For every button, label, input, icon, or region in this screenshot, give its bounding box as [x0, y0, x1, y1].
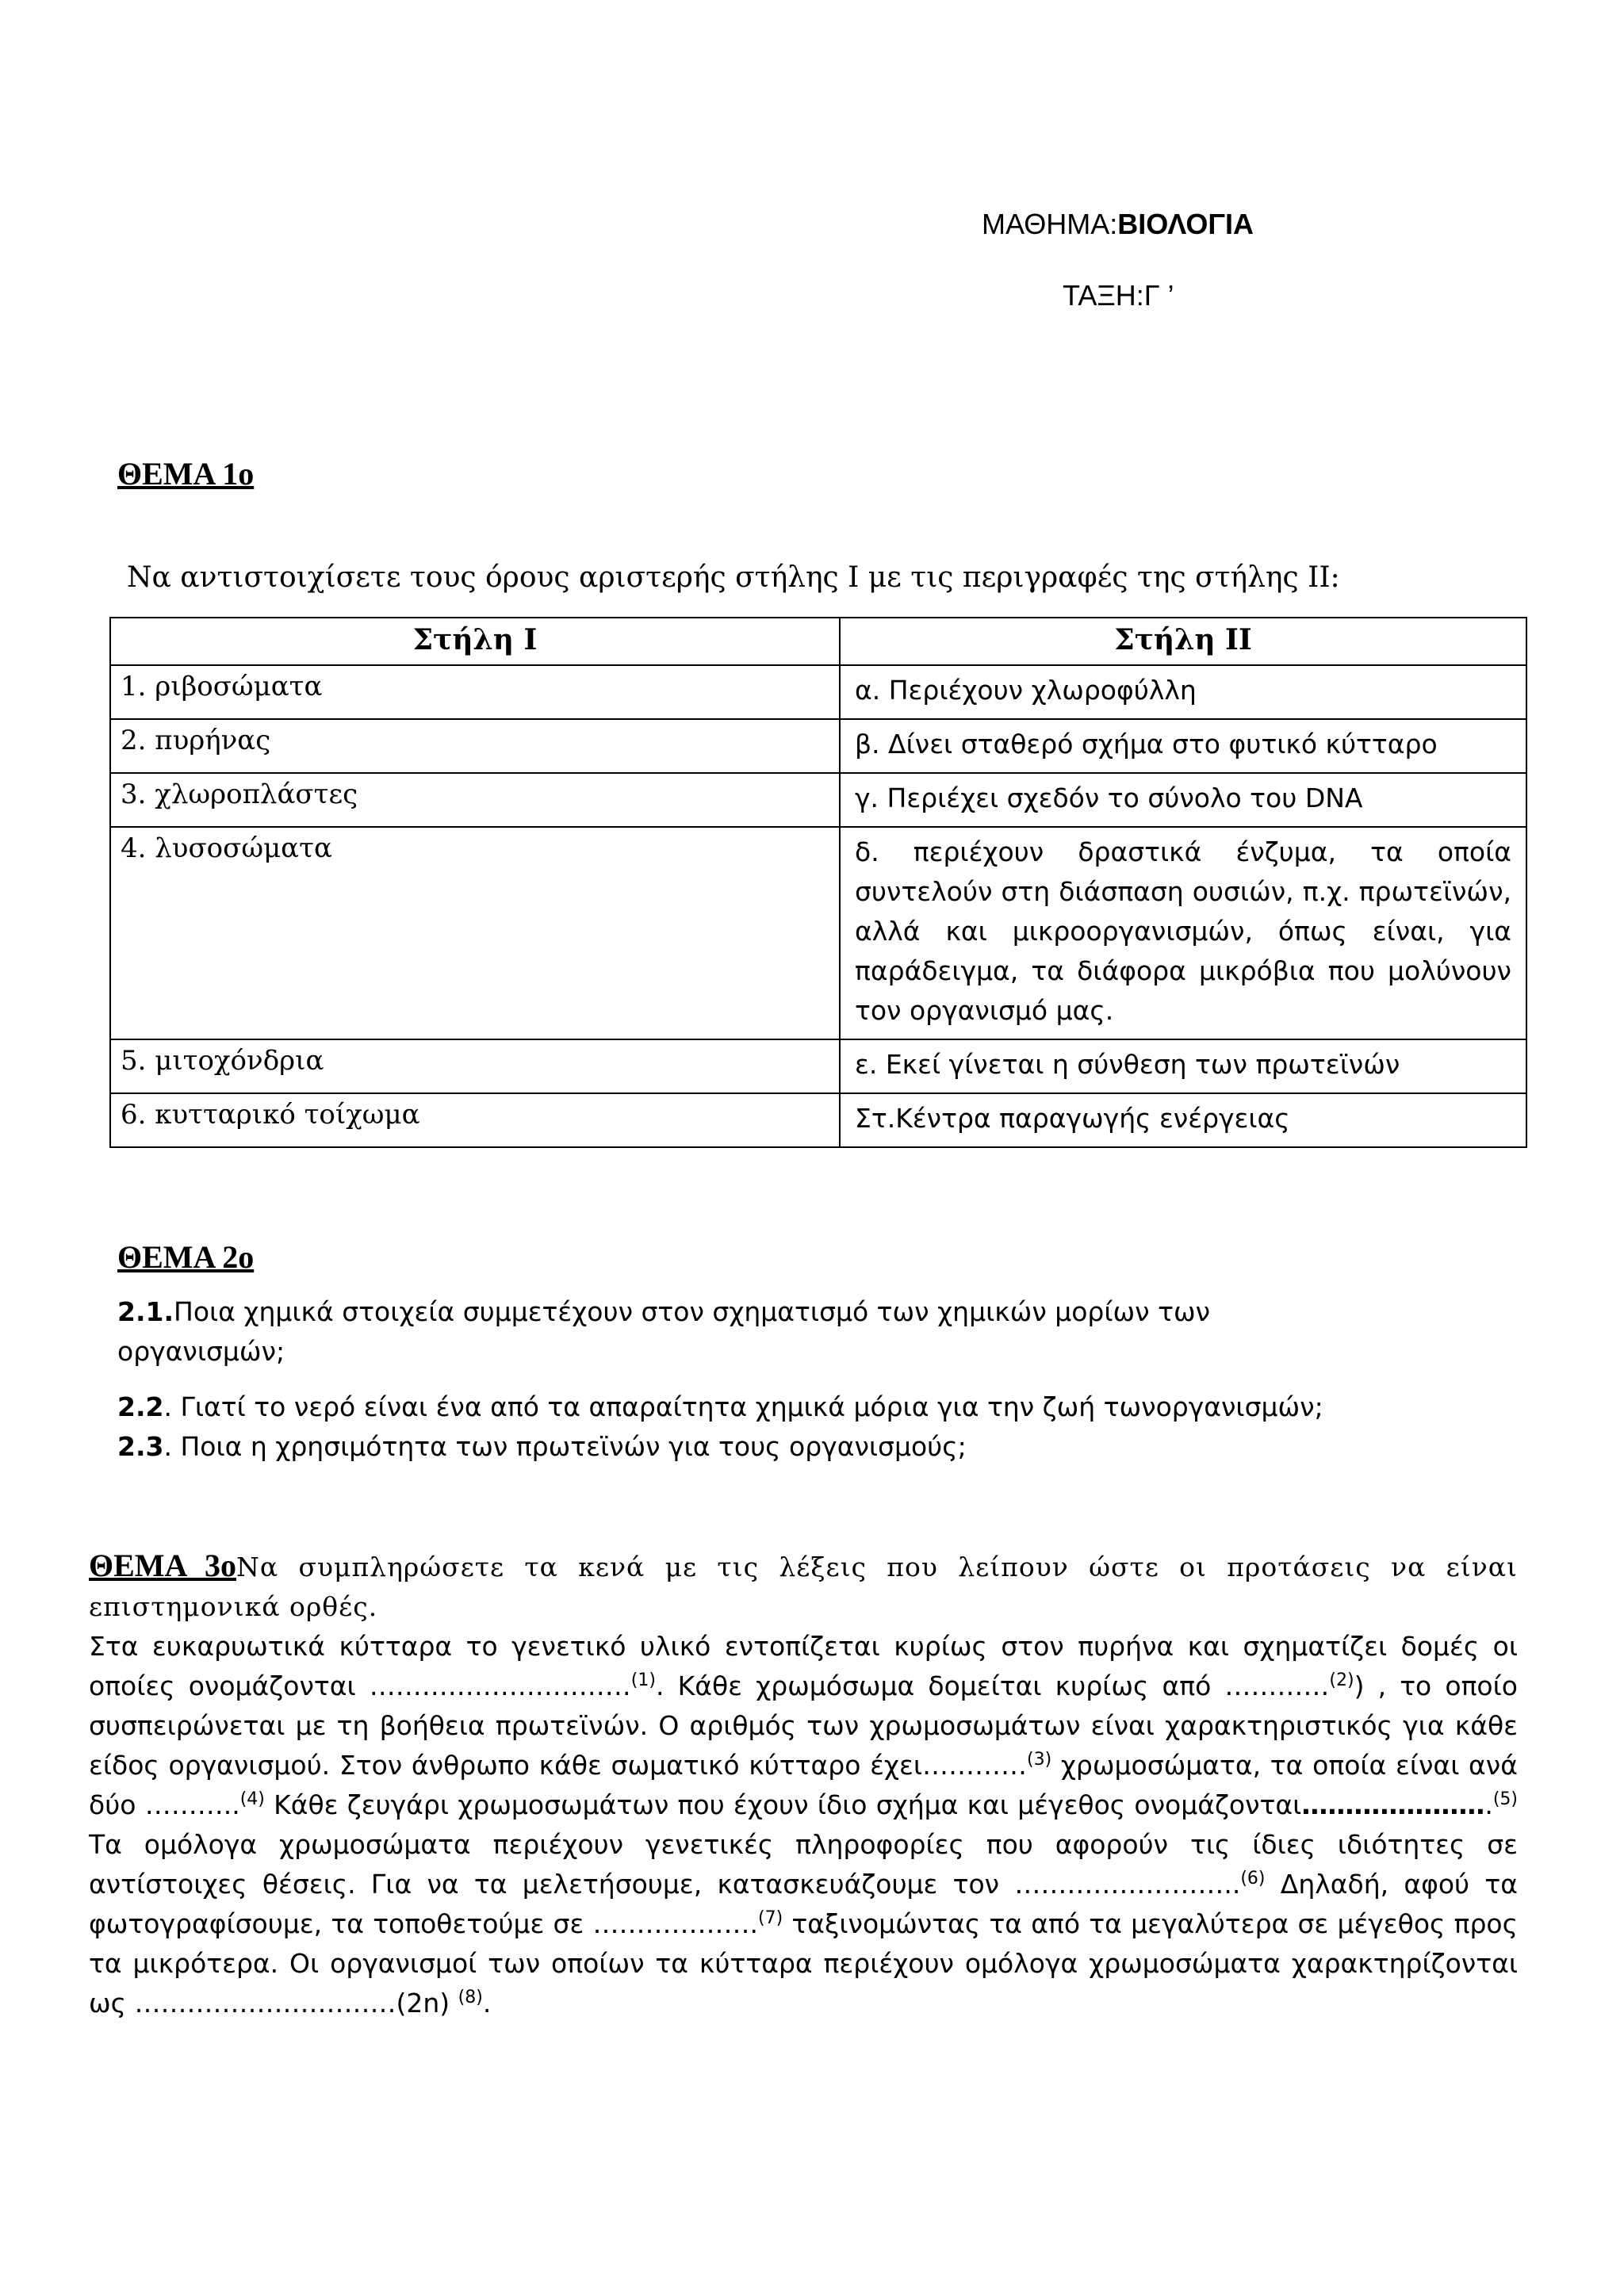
description-cell: γ. Περιέχει σχεδόν το σύνολο του DNA [840, 773, 1526, 827]
fill-text: Δηλαδή, αφού τα φωτογραφίσουμε, τα τοποθετούμε σε ………………. [89, 1869, 1519, 1939]
table-row [110, 1093, 1526, 1147]
fill-text: . [1484, 1789, 1493, 1820]
blank-marker: (7) [757, 1908, 783, 1928]
fill-text: ) , το οποίο συσπειρώνεται με τη βοήθεια πρωτεϊνών. Ο αριθμός των χρωμοσωμάτων είναι χαρακτηριστικός για κάθε είδος οργανισμού. Στον άνθρωπο κάθε σωματικό κύτταρο έχει………… [89, 1670, 1518, 1781]
question-2-2 [117, 1387, 1513, 1427]
column-1-header: Στήλη Ι [110, 618, 840, 665]
matching-table [109, 617, 1527, 1148]
term-cell: 5. μιτοχόνδρια [110, 1039, 840, 1093]
column-2-header: Στήλη ΙΙ [840, 618, 1526, 665]
blank-marker: (8) [458, 1988, 483, 2007]
table-row [110, 1039, 1526, 1093]
matching-table-header [110, 618, 1526, 665]
subject-value: ΒΙΟΛΟΓΙΑ [1117, 208, 1254, 240]
description-cell: ε. Εκεί γίνεται η σύνθεση των πρωτεϊνών [840, 1039, 1526, 1093]
thema3-block [89, 1546, 1518, 2023]
blank-marker: (2) [1329, 1670, 1354, 1690]
fill-blank: ………………… [1301, 1789, 1485, 1820]
thema1-title: ΘΕΜΑ 1ο [117, 456, 255, 492]
fill-text: . Κάθε χρωμόσωμα δομείται κυρίως από ………… [655, 1670, 1330, 1701]
blank-marker: (5) [1492, 1789, 1518, 1809]
subject-line [982, 208, 1254, 241]
thema3-instruction: Να συμπληρώσετε τα κενά με τις λέξεις που λείπουν ώστε οι προτάσεις να είναι επιστημονικά ορθές. [89, 1552, 1518, 1622]
thema3-title: ΘΕΜΑ 3ο [89, 1548, 237, 1583]
thema2-title: ΘΕΜΑ 2ο [117, 1239, 255, 1275]
question-number: 2.3 [117, 1431, 164, 1462]
question-2-3 [117, 1427, 1513, 1467]
blank-marker: (3) [1027, 1750, 1052, 1770]
question-text: . Γιατί το νερό είναι ένα από τα απαραίτητα χημικά μόρια για την ζωή τωνοργανισμών; [163, 1391, 1323, 1422]
question-text: Ποια χημικά στοιχεία συμμετέχουν στον σχηματισμό των χημικών μορίων των οργανισμών; [117, 1296, 1211, 1367]
fill-text: χρωμοσώματα, τα οποία είναι ανά δύο ……….. [89, 1750, 1518, 1820]
fill-text: Στα ευκαρυωτικά κύτταρα το γενετικό υλικό εντοπίζεται κυρίως στον πυρήνα και σχηματίζει δομές οι οποίες ονομάζονται ………………………… [89, 1631, 1518, 1701]
term-cell: 2. πυρήνας [110, 719, 840, 773]
table-row [110, 773, 1526, 827]
class-line: ΤΑΞΗ:Γ ’ [1063, 279, 1174, 312]
description-cell: δ. περιέχουν δραστικά ένζυμα, τα οποία συντελούν στη διάσπαση ουσιών, π.χ. πρωτεϊνών, αλλά και μικροοργανισμών, όπως είναι, για παράδειγμα, τα διάφορα μικρόβια που μολύνουν τον οργανισμό μας. [840, 827, 1526, 1039]
table-row [110, 827, 1526, 1039]
fill-text: Τα ομόλογα χρωμοσώματα περιέχουν γενετικές πληροφορίες που αφορούν τις ίδιες ιδιότητες σε αντίστοιχες θέσεις. Για να τα μελετήσουμε, κατασκευάζουμε τον …………………….. [89, 1829, 1518, 1900]
term-cell: 4. λυσοσώματα [110, 827, 840, 1039]
term-cell: 3. χλωροπλάστες [110, 773, 840, 827]
table-row [110, 719, 1526, 773]
table-row [110, 665, 1526, 719]
term-cell: 6. κυτταρικό τοίχωμα [110, 1093, 840, 1147]
description-cell: Στ.Κέντρα παραγωγής ενέργειας [840, 1093, 1526, 1147]
blank-marker: (6) [1240, 1869, 1266, 1888]
fill-text: Κάθε ζευγάρι χρωμοσωμάτων που έχουν ίδιο σχήμα και μέγεθος ονομάζονται [264, 1789, 1302, 1820]
question-number: 2.2 [117, 1391, 164, 1422]
blank-marker: (1) [630, 1670, 656, 1690]
question-2-1 [117, 1292, 1354, 1372]
description-cell: α. Περιέχουν χλωροφύλλη [840, 665, 1526, 719]
question-number: 2.1. [117, 1296, 174, 1327]
fill-text: ταξινομώντας τα από τα μεγαλύτερα σε μέγεθος προς τα μικρότερα. Οι οργανισμοί των οποίων τα κύτταρα περιέχουν ομόλογα χρωμοσώματα χαρακτηρίζονται ως …………………………(2n) [89, 1908, 1518, 2019]
term-cell: 1. ριβοσώματα [110, 665, 840, 719]
fill-text: . [482, 1988, 492, 2019]
question-text: . Ποια η χρησιμότητα των πρωτεϊνών για τους οργανισμούς; [163, 1431, 967, 1462]
thema1-instruction: Να αντιστοιχίσετε τους όρους αριστερής στήλης Ι με τις περιγραφές της στήλης ΙΙ: [127, 561, 1340, 594]
subject-label: ΜΑΘΗΜΑ: [982, 208, 1118, 240]
blank-marker: (4) [239, 1789, 265, 1809]
description-cell: β. Δίνει σταθερό σχήμα στο φυτικό κύτταρο [840, 719, 1526, 773]
